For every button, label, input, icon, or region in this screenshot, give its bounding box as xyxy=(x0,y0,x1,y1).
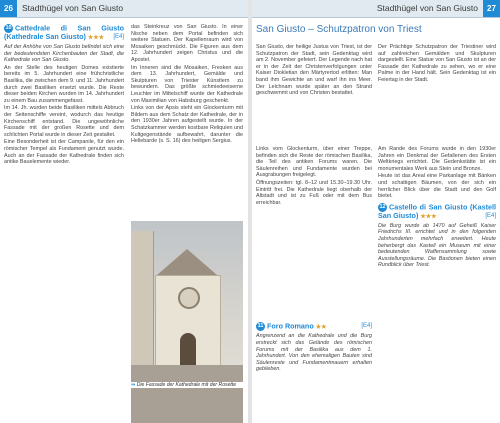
paragraph: Am Rande des Forums wurde in den 1930er Jahren ein Denkmal der Gefallenen des Ersten Weltkriegs errichtet. Die Gedenkstätte ist ein monumentales Werk aus Stein und Bronze. xyxy=(378,146,496,172)
paragraph: Eine Besonderheit ist der Campanile, für den ein römischer Tempel als Fundament genutzt wurde. Auch an der Fassade der Kathedrale finden sich antike Bauelemente wieder. xyxy=(4,139,124,166)
map-ref: [E4] xyxy=(361,323,372,329)
info-box-left-column xyxy=(256,44,372,98)
cathedral-photo xyxy=(131,221,243,423)
entry-12-name: Castello di San Giusto (Kastell San Giusto) xyxy=(378,202,496,220)
paragraph: San Giusto, der heilige Justus von Triest, ist der Schutzpatron der Stadt, sein Gedenktag wird am 2. November gefeiert. Der Legende nach hat er in der Zeit der Christenverfolgungen unter Kaiser Diokletian den Märtyrertod erlitten: Man band ihm Gewichte an und warf ihn ins Meer. Der Leichnam wurde später an den Strand geschwemmt und von Christen bestattet. xyxy=(256,44,372,97)
paragraph: Links vom Glockenturm, über einer Treppe, befinden sich die Reste der römischen Basilika, die Teil des antiken Forums waren. Die Säulenreihen und Fundamente wurden bei Ausgrabungen freigelegt. xyxy=(256,146,372,179)
entry-11-title xyxy=(256,322,372,331)
right-page-number: 27 xyxy=(483,0,500,17)
left-page-number: 26 xyxy=(0,0,17,17)
paragraph: Im Inneren sind die Mosaiken, Fresken aus dem 13. Jahrhundert, Gemälde und Skulpturen von Triester Künstlern zu bewundern. Das größte schmiedeeiserne Leuchter im Mittelschiff wurde der Kathedrale von Maximilian von Habsburg geschenkt. xyxy=(131,64,243,104)
paragraph: Heute ist das Areal eine Parkanlage mit Bänken und schattigen Bäumen, von der sich ein herrlicher Blick über die Stadt und den Golf bietet. xyxy=(378,173,496,200)
map-ref: [E4] xyxy=(485,212,496,219)
map-ref: [E4] xyxy=(113,34,124,40)
entry-12-title xyxy=(378,203,496,221)
info-box-right-column xyxy=(378,44,496,85)
right-right-column xyxy=(378,146,496,270)
ground-shape xyxy=(131,365,243,423)
paragraph: Angrenzend an die Kathedrale und die Burg erstreckt sich das Gelände des römischen Forums mit der Basilika aus dem 1. Jahrhundert. Von den ehemaligen Bauten sind Säulenreste und Fundamentmauern erhalten geblieben. xyxy=(256,333,372,373)
paragraph: An der Stelle des heutigen Domes existierte bereits im 5. Jahrhundert eine frühchristliche Basilika, die zwischen dem 9. und 11. Jahrhundert durch zwei Basiliken ersetzt wurde. Die Reste dieser beiden Kirchen wurden im 14. Jahrhundert zu einem Bau zusammengefasst. xyxy=(4,64,124,104)
roof-shape xyxy=(157,249,217,275)
portal-shape xyxy=(180,333,196,365)
left-page xyxy=(0,0,248,423)
paragraph: Im 14. Jh. wurden beide Basiliken mittels Abbruch der Seitenschiffe vereint, wodurch das heutige Kirchenschiff entstand. Die ungewöhnliche Fassade mit der großen Rosette und dem schlichten Portal wurde in dieser Zeit gestaltet. xyxy=(4,105,124,138)
paragraph: das Steinkreuz von San Giusto. In einer Nische neben dem Portal befinden sich weitere Statuen. Der Kapellenraum wird von Mosaiken geschmückt. Die Figuren aus dem 12. Jahrhundert zeigen Christus und die Apostel. xyxy=(131,24,243,63)
rose-window-shape xyxy=(178,287,200,309)
entry-10-number: 10 xyxy=(5,25,12,31)
entry-10-name: Cattedrale di San Giusto (Kathedrale San Giusto) xyxy=(4,23,124,41)
entry-11 xyxy=(256,322,372,374)
right-page xyxy=(252,0,500,423)
middle-column xyxy=(131,24,243,146)
star-rating: ★★ xyxy=(315,324,327,331)
info-box-title: San Giusto – Schutzpatron von Triest xyxy=(256,24,422,35)
entry-11-number: 11 xyxy=(257,323,264,329)
right-running-header xyxy=(252,0,500,18)
entry-11-name: Foro Romano xyxy=(267,321,314,331)
left-column xyxy=(4,24,124,167)
entry-12-number: 12 xyxy=(379,203,386,210)
campanile-shape xyxy=(131,231,154,371)
paragraph: Öffnungszeiten: tgl. 8–12 und 15.30–19.30 Uhr. Eintritt frei. Die Kathedrale liegt oberhalb der Altstadt und ist zu Fuß oder mit dem Bus erreichbar. xyxy=(256,179,372,206)
paragraph: Der Prächtige Schutzpatron der Triestiner wird auf zahlreichen Gemälden und Skulpturen dargestellt. Eine Statue von San Giusto ist an der Fassade der Kathedrale zu sehen, wo er eine Palme in der Hand hält. Sein Gedenktag ist ein Feiertag in der Stadt. xyxy=(378,44,496,83)
paragraph: Auf der Anhöhe von San Giusto befindet sich eine der bedeutendsten Kirchenbauten der Stadt, die Kathedrale von San Giusto. xyxy=(4,44,124,64)
info-box xyxy=(256,24,496,40)
photo-caption xyxy=(131,382,243,388)
paragraph: Links von der Apsis steht ein Glockenturm mit Bildern aus dem Schatz der Kathedrale, der in den 1930er Jahren aufgestellt wurde. In der Schatzkammer werden kostbare Reliquien und Kultgegenstände aufbewahrt, darunter die Hellebarde (s. S. 16) des heiligen Sergius. xyxy=(131,105,243,145)
star-rating: ★★★ xyxy=(420,213,437,220)
caption-text: Die Fassade der Kathedrale mit der Rosette xyxy=(136,382,237,388)
right-left-column xyxy=(256,146,372,207)
right-running-head: Stadthügel von San Giusto xyxy=(376,3,478,13)
star-rating: ★★★ xyxy=(87,35,105,41)
left-running-head: Stadthügel von San Giusto xyxy=(22,3,124,13)
entry-10-title xyxy=(4,24,124,42)
left-running-header xyxy=(0,0,248,18)
caption-arrow-icon: ⇒ xyxy=(131,382,136,388)
paragraph: Die Burg wurde ab 1470 auf Geheiß Kaiser Friedrichs III. errichtet und in den folgenden Jahrhunderten mehrfach erweitert. Heute beherbergt das Kastell ein Museum mit einer bedeutenden Waffensammlung sowie Ausstellungsräume. Die Bastionen bieten einen Rundblick über Triest. xyxy=(378,222,496,269)
